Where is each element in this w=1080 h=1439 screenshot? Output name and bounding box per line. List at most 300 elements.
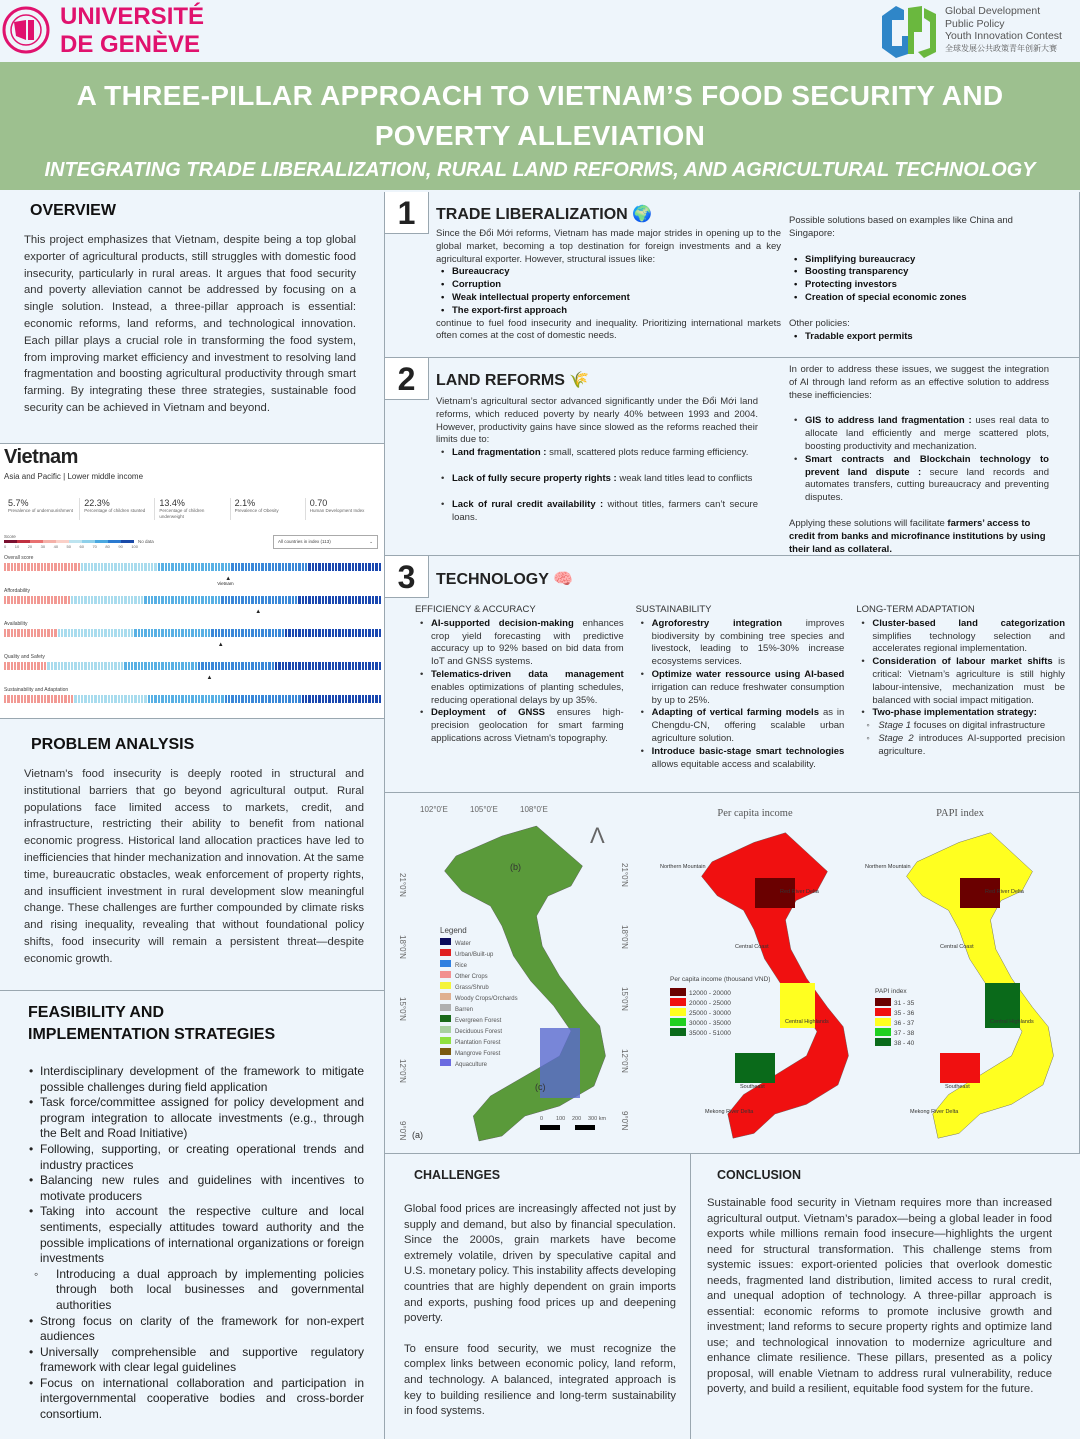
- country-tick: [188, 563, 190, 571]
- list-item: [856, 707, 1065, 720]
- country-tick: [31, 629, 33, 637]
- country-tick: [235, 629, 237, 637]
- item-text: as in Chengdu-CN, offering scalable urban agriculture solution.: [651, 707, 845, 744]
- country-tick: [101, 662, 103, 670]
- inset-label: (b): [510, 862, 521, 872]
- item-bold: Two-phase implementation strategy:: [872, 707, 1037, 719]
- country-tick: [248, 629, 250, 637]
- country-tick: [275, 563, 277, 571]
- country-tick: [338, 596, 340, 604]
- country-tick: [24, 596, 26, 604]
- country-tick: [151, 563, 153, 571]
- indicator-row: [4, 687, 380, 717]
- country-tick: [175, 629, 177, 637]
- stat-item: [154, 498, 229, 520]
- country-tick: [134, 629, 136, 637]
- country-tick: [342, 662, 344, 670]
- country-tick: [11, 629, 13, 637]
- country-tick: [265, 695, 267, 703]
- country-tick: [198, 629, 200, 637]
- country-tick: [158, 695, 160, 703]
- country-tick: [258, 695, 260, 703]
- country-tick: [282, 563, 284, 571]
- country-tick: [148, 563, 150, 571]
- item-bold: Lack of fully secure property rights :: [452, 472, 617, 484]
- scale-swatch: [56, 540, 69, 543]
- country-tick: [211, 629, 213, 637]
- scale-tick: 20: [27, 544, 33, 549]
- country-tick: [328, 662, 330, 670]
- gpp-logo-icon: [878, 2, 940, 60]
- country-tick: [352, 662, 354, 670]
- country-tick: [298, 629, 300, 637]
- country-tick: [181, 629, 183, 637]
- country-tick: [295, 629, 297, 637]
- country-tick: [278, 662, 280, 670]
- tech-column: [856, 604, 1065, 771]
- list-item: • Weak intellectual property enforcement: [436, 292, 781, 305]
- technology-section: [385, 556, 1080, 793]
- tech-list: [856, 618, 1065, 759]
- country-tick: [292, 695, 294, 703]
- feasibility-item: • Task force/committee assigned for policy development and program integration to allocate investments (e.g., through the Belt and Road Initiative): [24, 1095, 364, 1142]
- country-tick: [195, 596, 197, 604]
- country-tick: [205, 629, 207, 637]
- country-tick: [161, 662, 163, 670]
- country-tick: [302, 629, 304, 637]
- stat-label: Prevalence of Obesity: [234, 508, 279, 513]
- legend-swatch: [440, 1015, 451, 1022]
- indicator-bar: [4, 629, 380, 637]
- country-filter-dropdown[interactable]: [273, 535, 378, 549]
- country-tick: [78, 695, 80, 703]
- north-arrow-icon: Λ: [590, 823, 605, 848]
- country-tick: [332, 695, 334, 703]
- inset-label: (c): [535, 1082, 546, 1092]
- country-tick: [178, 695, 180, 703]
- country-tick: [21, 629, 23, 637]
- country-tick: [158, 563, 160, 571]
- indicator-row: [4, 555, 380, 585]
- country-tick: [225, 629, 227, 637]
- country-tick: [322, 662, 324, 670]
- country-tick: [272, 563, 274, 571]
- country-tick: [245, 563, 247, 571]
- country-tick: [14, 563, 16, 571]
- country-tick: [144, 563, 146, 571]
- country-tick: [68, 695, 70, 703]
- country-tick: [188, 596, 190, 604]
- country-tick: [211, 695, 213, 703]
- tech-title: [436, 569, 573, 589]
- item-text: weak land titles lead to conflicts: [616, 472, 753, 484]
- country-tick: [21, 695, 23, 703]
- country-tick: [148, 695, 150, 703]
- lat-tick-left: 18°0'N: [398, 935, 407, 959]
- pillar-number: 1: [385, 192, 429, 234]
- country-tick: [98, 629, 100, 637]
- country-tick: [305, 662, 307, 670]
- country-tick: [81, 662, 83, 670]
- land-body: [436, 396, 758, 524]
- country-tick: [258, 563, 260, 571]
- country-tick: [335, 695, 337, 703]
- region-label: Mekong River Delta: [910, 1109, 959, 1115]
- country-tick: [322, 695, 324, 703]
- trade-solutions: [789, 215, 1039, 343]
- land-solutions: [789, 364, 1049, 556]
- indicator-label: Overall score: [4, 555, 34, 561]
- country-tick: [201, 563, 203, 571]
- lon-tick: 102°0'E: [420, 805, 448, 814]
- list-item: • Creation of special economic zones: [789, 292, 1039, 305]
- country-tick: [101, 695, 103, 703]
- scale-tick: 40: [53, 544, 59, 549]
- stat-label: Percentage of children underweight: [159, 508, 205, 519]
- country-tick: [358, 695, 360, 703]
- legend-swatch: [875, 1038, 891, 1046]
- country-tick: [17, 563, 19, 571]
- papi-legend-title: PAPI index: [875, 988, 907, 995]
- country-tick: [288, 695, 290, 703]
- university-line2: DE GENÈVE: [60, 31, 201, 58]
- country-tick: [4, 596, 6, 604]
- feasibility-item: ◦ Introducing a dual approach by implementing policies through both local businesses and governmental authorities: [24, 1267, 364, 1314]
- country-tick: [379, 662, 381, 670]
- country-tick: [231, 596, 233, 604]
- country-tick: [144, 695, 146, 703]
- country-tick: [332, 596, 334, 604]
- land-solutions-list: [789, 415, 1049, 505]
- country-tick: [288, 629, 290, 637]
- list-item: [415, 707, 624, 745]
- country-tick: [121, 629, 123, 637]
- university-name: [60, 3, 204, 59]
- scale-tick: 0: [4, 544, 7, 549]
- country-tick: [154, 695, 156, 703]
- country-tick: [185, 563, 187, 571]
- country-tick: [61, 563, 63, 571]
- scale-swatch: [17, 540, 30, 543]
- country-tick: [292, 596, 294, 604]
- country-tick: [275, 662, 277, 670]
- country-tick: [358, 629, 360, 637]
- country-tick: [268, 596, 270, 604]
- country-tick: [365, 695, 367, 703]
- country-tick: [7, 563, 9, 571]
- country-tick: [141, 662, 143, 670]
- country-tick: [195, 629, 197, 637]
- country-tick: [7, 596, 9, 604]
- country-tick: [41, 695, 43, 703]
- dropdown-value: All countries in index (113): [278, 538, 331, 544]
- food-security-index-panel: [0, 444, 385, 719]
- list-item: • The export-first approach: [436, 305, 781, 318]
- country-tick: [98, 596, 100, 604]
- country-tick: [71, 563, 73, 571]
- indicator-label: Affordability: [4, 588, 31, 594]
- pillar-number: 3: [385, 556, 429, 598]
- country-tick: [37, 629, 39, 637]
- country-tick: [34, 629, 36, 637]
- country-region: Asia and Pacific | Lower middle income: [4, 472, 144, 481]
- country-tick: [131, 563, 133, 571]
- country-tick: [265, 596, 267, 604]
- list-item: [789, 454, 1049, 505]
- country-tick: [228, 563, 230, 571]
- legend-swatch: [670, 1028, 686, 1036]
- sub-item: [856, 733, 1065, 759]
- country-tick: [211, 596, 213, 604]
- country-tick: [98, 662, 100, 670]
- country-tick: [104, 695, 106, 703]
- country-tick: [191, 695, 193, 703]
- country-tick: [171, 629, 173, 637]
- feasibility-title-line2: IMPLEMENTATION STRATEGIES: [28, 1026, 276, 1043]
- country-tick: [151, 662, 153, 670]
- trade-liberalization-section: [385, 192, 1080, 358]
- trade-title-text: TRADE LIBERALIZATION: [436, 206, 628, 223]
- country-tick: [68, 596, 70, 604]
- country-tick: [11, 662, 13, 670]
- challenges-title: CHALLENGES: [414, 1168, 501, 1182]
- country-tick: [154, 596, 156, 604]
- indicator-row: [4, 588, 380, 618]
- country-tick: [372, 662, 374, 670]
- scale-bar: [540, 1125, 560, 1130]
- country-tick: [131, 695, 133, 703]
- country-tick: [238, 629, 240, 637]
- country-tick: [27, 563, 29, 571]
- country-tick: [128, 596, 130, 604]
- item-bold: Optimize water ressource using AI-based: [651, 668, 845, 680]
- country-tick: [51, 596, 53, 604]
- country-tick: [282, 662, 284, 670]
- panel-label: (a): [412, 1130, 423, 1140]
- list-item: • Protecting investors: [789, 279, 1039, 292]
- country-tick: [225, 695, 227, 703]
- feasibility-item: • Focus on international collaboration and participation in intergovernmental cooperative bodies and cross-border consortium.: [24, 1376, 364, 1423]
- list-item: [856, 656, 1065, 707]
- country-tick: [305, 629, 307, 637]
- scale-tick: 80: [105, 544, 110, 549]
- country-tick: [88, 695, 90, 703]
- country-tick: [44, 695, 46, 703]
- country-tick: [261, 596, 263, 604]
- country-tick: [121, 695, 123, 703]
- country-tick: [144, 596, 146, 604]
- country-tick: [24, 563, 26, 571]
- country-tick: [141, 629, 143, 637]
- country-tick: [124, 596, 126, 604]
- country-tick: [58, 629, 60, 637]
- country-tick: [185, 629, 187, 637]
- country-tick: [181, 563, 183, 571]
- vietnam-marker-icon: ▲: [206, 675, 213, 681]
- country-tick: [282, 596, 284, 604]
- country-tick: [278, 629, 280, 637]
- country-tick: [265, 563, 267, 571]
- scale-swatch: [95, 540, 108, 543]
- country-tick: [114, 596, 116, 604]
- country-tick: [228, 596, 230, 604]
- country-tick: [322, 629, 324, 637]
- country-tick: [218, 695, 220, 703]
- country-tick: [94, 629, 96, 637]
- feasibility-title: [28, 1002, 364, 1046]
- list-item: • Corruption: [436, 279, 781, 292]
- country-tick: [352, 629, 354, 637]
- country-tick: [328, 596, 330, 604]
- country-tick: [335, 629, 337, 637]
- country-tick: [368, 695, 370, 703]
- country-tick: [171, 695, 173, 703]
- title-banner: [0, 62, 1080, 190]
- legend-swatch: [440, 1026, 451, 1033]
- country-tick: [24, 662, 26, 670]
- country-tick: [258, 629, 260, 637]
- country-tick: [365, 662, 367, 670]
- legend-label: 38 - 40: [894, 1040, 915, 1047]
- legend-swatch: [875, 998, 891, 1006]
- income-legend-title: Per capita income (thousand VND): [670, 976, 771, 983]
- country-tick: [235, 596, 237, 604]
- country-tick: [71, 662, 73, 670]
- problem-text: Vietnam's food insecurity is deeply rooted in structural and institutional barriers that go beyond agricultural output. Rural populations face limited access to markets, credit, and infrastructure, restricting their ability to benefit from national economic progress. Historical land allocation practices have led to inefficiencies that hinder mechanization and innovation. At the same time, bureaucratic obstacles, weak enforcement of property rights, and insufficient investment in rural development slow meaningful change. These challenges are further compounded by climate risks and rising inequality, revealing that without foundational policy shifts, food insecurity will remain a persistent threat—despite economic growth.: [24, 768, 364, 965]
- score-ticks: [4, 544, 138, 549]
- country-tick: [225, 662, 227, 670]
- country-tick: [285, 629, 287, 637]
- legend-label: Rice: [455, 963, 468, 969]
- country-tick: [128, 662, 130, 670]
- country-tick: [352, 563, 354, 571]
- country-tick: [208, 662, 210, 670]
- country-tick: [328, 563, 330, 571]
- country-tick: [128, 563, 130, 571]
- item-text: allows equitable access and scalability.: [651, 758, 816, 770]
- land-conclusion-bold: farmers’ access to credit from banks and microfinance institutions by using their land as collateral.: [789, 517, 1046, 555]
- country-tick: [352, 596, 354, 604]
- country-tick: [114, 629, 116, 637]
- country-tick: [118, 596, 120, 604]
- land-issues-list: [436, 447, 758, 524]
- lat-tick-right: 12°0'N: [620, 1049, 629, 1073]
- lat-tick-right: 9°0'N: [620, 1111, 629, 1131]
- country-tick: [248, 662, 250, 670]
- country-tick: [312, 629, 314, 637]
- country-tick: [268, 629, 270, 637]
- country-tick: [298, 596, 300, 604]
- legend-label: Woody Crops/Orchards: [455, 996, 518, 1002]
- poster-title: [0, 62, 1080, 156]
- country-tick: [165, 629, 167, 637]
- land-solutions-intro: In order to address these issues, we suggest the integration of AI through land reform as an effective solution to address these inefficiencies:: [789, 364, 1049, 401]
- country-tick: [211, 563, 213, 571]
- country-tick: [21, 662, 23, 670]
- country-tick: [251, 662, 253, 670]
- country-tick: [308, 695, 310, 703]
- country-tick: [51, 629, 53, 637]
- country-tick: [251, 695, 253, 703]
- country-tick: [158, 596, 160, 604]
- score-color-scale: [4, 540, 134, 543]
- other-policies-list: [789, 331, 1039, 344]
- country-tick: [175, 563, 177, 571]
- country-tick: [288, 662, 290, 670]
- land-title: [436, 370, 758, 390]
- country-tick: [245, 596, 247, 604]
- country-tick: [37, 596, 39, 604]
- country-tick: [198, 596, 200, 604]
- stat-label: Human Development Index: [309, 508, 365, 513]
- legend-label: 31 - 35: [894, 1000, 915, 1007]
- country-tick: [88, 629, 90, 637]
- stat-item: [4, 498, 79, 520]
- country-tick: [161, 596, 163, 604]
- country-tick: [64, 662, 66, 670]
- legend-label: Deciduous Forest: [455, 1029, 503, 1035]
- country-tick: [292, 662, 294, 670]
- scale-tick: 90: [118, 544, 123, 549]
- country-tick: [315, 596, 317, 604]
- country-tick: [121, 596, 123, 604]
- country-tick: [285, 695, 287, 703]
- conclusion-section: [691, 1154, 1080, 1439]
- country-tick: [201, 662, 203, 670]
- country-tick: [308, 662, 310, 670]
- trade-title: [436, 204, 781, 224]
- country-tick: [318, 563, 320, 571]
- country-tick: [47, 596, 49, 604]
- country-tick: [272, 629, 274, 637]
- country-tick: [124, 563, 126, 571]
- country-tick: [31, 563, 33, 571]
- country-tick: [104, 563, 106, 571]
- country-tick: [255, 629, 257, 637]
- country-tick: [68, 629, 70, 637]
- tech-column-heading: SUSTAINABILITY: [635, 604, 712, 615]
- country-tick: [7, 629, 9, 637]
- legend-label: 35 - 36: [894, 1010, 915, 1017]
- country-tick: [208, 596, 210, 604]
- country-tick: [285, 596, 287, 604]
- country-tick: [27, 629, 29, 637]
- vietnam-maps: [400, 798, 1070, 1148]
- list-item: [856, 618, 1065, 656]
- tech-title-text: TECHNOLOGY: [436, 571, 549, 588]
- overview-title: OVERVIEW: [30, 202, 116, 219]
- country-tick: [138, 563, 140, 571]
- problem-analysis-section: [0, 719, 385, 991]
- country-tick: [238, 695, 240, 703]
- chevron-down-icon: ⌄: [369, 538, 373, 544]
- country-tick: [24, 695, 26, 703]
- country-tick: [141, 563, 143, 571]
- country-tick: [78, 563, 80, 571]
- stat-value: 0.70: [309, 498, 328, 508]
- legend-label: Urban/Built-up: [455, 952, 494, 958]
- country-tick: [88, 662, 90, 670]
- country-tick: [302, 563, 304, 571]
- country-tick: [218, 563, 220, 571]
- legend-label: 36 - 37: [894, 1020, 915, 1027]
- challenges-paragraph-1: Global food prices are increasingly affected not just by supply and demand, but also by financial speculation. Since the 2000s, grain markets have become extremely volatile, driven by speculative capital and U.S. monetary policy. This instability affects developing countries that are highly dependent on grain imports and exports, pushing food prices up and deepening poverty.: [404, 1203, 676, 1325]
- indicator-row: [4, 621, 380, 651]
- country-tick: [198, 662, 200, 670]
- country-tick: [248, 596, 250, 604]
- country-tick: [268, 695, 270, 703]
- country-tick: [201, 596, 203, 604]
